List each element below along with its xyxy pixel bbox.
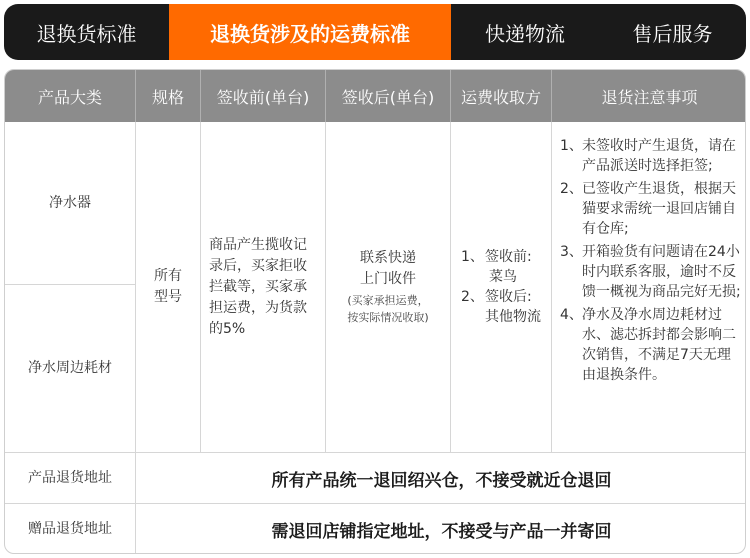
tab-after-sales[interactable]: 售后服务: [632, 21, 713, 46]
after-sign-note1: (买家承担运费，: [347, 294, 429, 307]
fee-payer-item: [461, 247, 541, 267]
spec-cell: [136, 122, 201, 453]
tab-shipping-fee-standard[interactable]: 退换货涉及的运费标准: [169, 4, 451, 60]
return-address-value: 所有产品统一退回绍兴仓，不接受就近仓退回: [136, 453, 746, 504]
note-text: 净水及净水周边耗材过水、滤芯拆封都会影响二次销售，不满足7天无理由退换条件。: [582, 307, 736, 383]
note-item: [560, 305, 743, 385]
fee-payer-value-row: [461, 307, 541, 327]
fee-payer-num: 2、: [461, 289, 484, 305]
note-item: [560, 179, 743, 239]
after-sign-note2: 按实际情况收取): [347, 311, 429, 324]
return-address-label: 产品退货地址: [5, 453, 136, 504]
category-consumables: 净水周边耗材: [5, 285, 136, 453]
fee-payer-label: 签收后:: [485, 289, 532, 305]
header-before-sign: 签收前(单台): [201, 70, 326, 122]
note-item: [560, 242, 743, 302]
after-sign-cell: [326, 122, 451, 453]
fee-payer-num: 1、: [461, 249, 484, 265]
return-notes-cell: [552, 122, 746, 453]
fee-payer-cell: [451, 122, 552, 453]
note-item: [560, 136, 743, 176]
gift-address-label: 赠品退货地址: [5, 504, 136, 554]
tab-return-standard[interactable]: 退换货标准: [36, 21, 137, 46]
header-after-sign: 签收后(单台): [326, 70, 451, 122]
note-num: 4、: [560, 307, 583, 323]
fee-payer-value: 其他物流: [485, 309, 541, 325]
fee-payer-list: [461, 247, 541, 327]
gift-address-value: 需退回店铺指定地址，不接受与产品一并寄回: [271, 522, 612, 542]
before-sign-text: 商品产生揽收记录后，买家拒收拦截等，买家承担运费，为货款的5%: [209, 236, 307, 337]
after-sign-line1: 联系快递: [360, 250, 416, 266]
fee-payer-value-row: [461, 267, 541, 287]
tab-express-logistics[interactable]: 快递物流: [485, 21, 565, 46]
fee-payer-value: 菜鸟: [489, 269, 517, 285]
note-text: 开箱验货有问题请在24小时内联系客服，逾时不反馈一概视为商品完好无损;: [582, 244, 741, 300]
header-category: 产品大类: [5, 70, 136, 122]
note-text: 已签收产生退货，根据天猫要求需统一退回店铺自有仓库;: [582, 181, 736, 237]
tab-bar: [4, 4, 746, 60]
note-num: 1、: [560, 138, 583, 154]
fee-payer-item: [461, 287, 541, 307]
header-spec: 规格: [136, 70, 201, 122]
before-sign-cell: [201, 122, 326, 453]
note-text: 未签收时产生退货，请在产品派送时选择拒签;: [582, 138, 736, 174]
shipping-fee-table: [4, 69, 746, 554]
header-fee-payer: 运费收取方: [451, 70, 552, 122]
category-water-purifier: 净水器: [5, 122, 136, 285]
fee-payer-label: 签收前:: [485, 249, 532, 265]
after-sign-line2: 上门收件: [360, 271, 416, 287]
header-return-notes: 退货注意事项: [601, 87, 698, 107]
table-header: [5, 70, 746, 122]
note-num: 2、: [560, 181, 583, 197]
return-notes-list: [552, 122, 746, 388]
note-num: 3、: [560, 244, 583, 260]
spec-text: 所有型号: [154, 268, 182, 305]
